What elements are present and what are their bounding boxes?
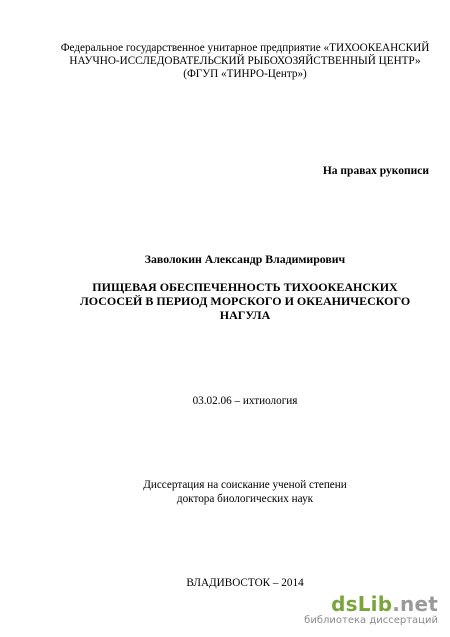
title-line-3: НАГУЛА [219, 308, 271, 322]
organization-line-2: НАУЧНО-ИССЛЕДОВАТЕЛЬСКИЙ РЫБОХОЗЯЙСТВЕННЫЙ ЦЕНТР» [69, 55, 421, 67]
organization-line-3: (ФГУП «ТИНРО-Центр») [183, 68, 307, 80]
specialty-code: 03.02.06 – ихтиология [192, 395, 298, 407]
logo-lib-text: Lib [357, 592, 393, 616]
logo-net-text: .net [392, 592, 438, 616]
title-line-2: ЛОСОСЕЙ В ПЕРИОД МОРСКОГО И ОКЕАНИЧЕСКОГО [79, 294, 411, 308]
author-name: Заволокин Александр Владимирович [144, 252, 346, 266]
dslib-logo [304, 593, 438, 615]
degree-statement [0, 478, 450, 506]
dslib-watermark[interactable] [294, 589, 438, 627]
dissertation-title [0, 280, 450, 322]
degree-line-1: Диссертация на соискание ученой степени [143, 479, 347, 491]
degree-line-2: доктора биологических наук [176, 493, 314, 505]
rights-note: На правах рукописи [322, 165, 429, 177]
logo-ds-text: ds [331, 592, 358, 616]
watermark-subtitle: библиотека диссертаций [304, 615, 438, 626]
city-year: ВЛАДИВОСТОК – 2014 [186, 577, 304, 589]
organization-line-1: Федеральное государственное унитарное предприятие «ТИХООКЕАНСКИЙ [60, 42, 430, 54]
organization-header [0, 42, 450, 81]
title-line-1: ПИЩЕВАЯ ОБЕСПЕЧЕННОСТЬ ТИХООКЕАНСКИХ [92, 280, 398, 294]
